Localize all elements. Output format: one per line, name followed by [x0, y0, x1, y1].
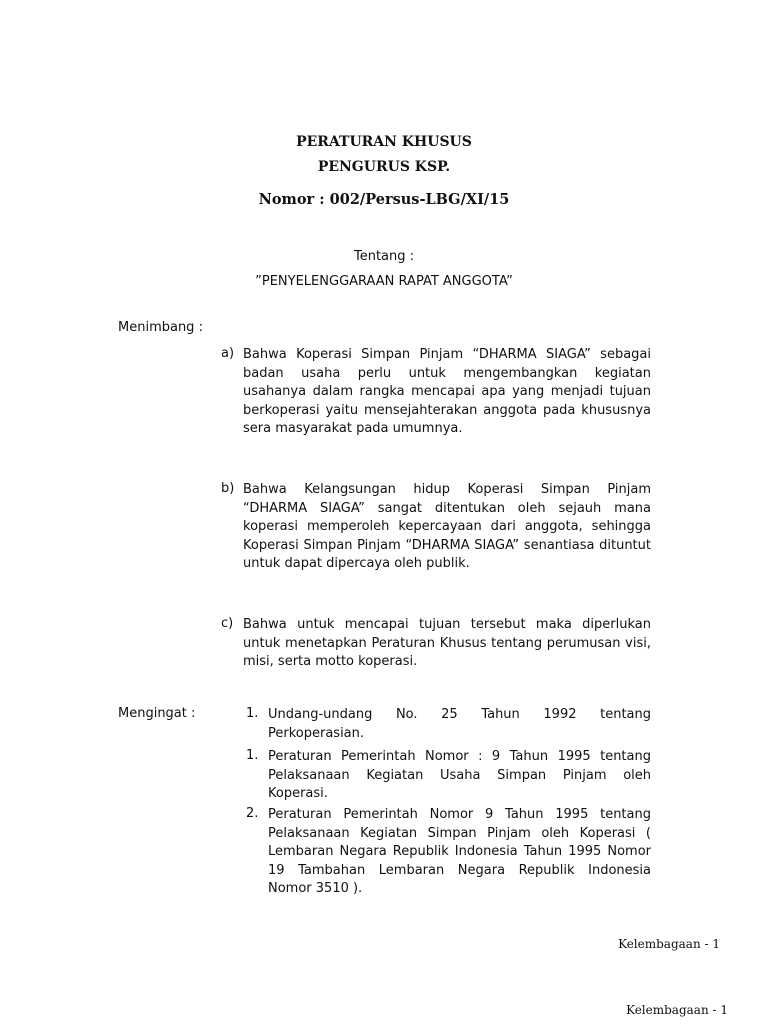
mengingat-item-marker: 1. — [246, 706, 259, 721]
subject-label: Tentang : — [353, 249, 415, 264]
page-footer-label: Kelembagaan - 1 — [626, 1003, 728, 1017]
menimbang-item-text: Bahwa Kelangsungan hidup Koperasi Simpan Pinjam “DHARMA SIAGA” sangat ditentukan oleh sejauh mana koperasi memperoleh kepercayaan dari anggota, sehingga Koperasi Simpan Pinjam “DHARMA SIAGA” senantiasa dituntut untuk dapat dipercaya oleh publik. — [243, 482, 651, 572]
menimbang-item-marker: c) — [221, 616, 234, 631]
regulation-number: Nomor : 002/Persus-LBG/XI/15 — [258, 191, 510, 208]
regulation-issuer: PENGURUS KSP. — [317, 159, 451, 175]
mengingat-item-text: Peraturan Pemerintah Nomor : 9 Tahun 1995 tentang Pelaksanaan Kegiatan Usaha Simpan Pinjam oleh Koperasi. — [268, 749, 651, 802]
mengingat-item-text: Undang-undang No. 25 Tahun 1992 tentang Perkoperasian. — [268, 707, 651, 741]
menimbang-label: Menimbang : — [118, 320, 203, 335]
menimbang-item-marker: a) — [221, 346, 235, 361]
regulation-title: PERATURAN KHUSUS — [296, 134, 472, 150]
menimbang-item-marker: b) — [221, 481, 235, 496]
mengingat-item-marker: 1. — [246, 748, 259, 763]
page-footer-label: Kelembagaan - 1 — [618, 937, 720, 951]
subject-topic: ”PENYELENGGARAAN RAPAT ANGGOTA” — [255, 274, 513, 289]
menimbang-item-text: Bahwa Koperasi Simpan Pinjam “DHARMA SIAGA” sebagai badan usaha perlu untuk mengembangkan kegiatan usahanya dalam rangka mencapai apa yang menjadi tujuan berkoperasi yaitu mensejahterakan anggota pada khususnya sera masyarakat pada umumnya. — [243, 347, 651, 437]
menimbang-item-text: Bahwa untuk mencapai tujuan tersebut maka diperlukan untuk menetapkan Peraturan Khusus tentang perumusan visi, misi, serta motto koperasi. — [243, 617, 651, 670]
mengingat-item-marker: 2. — [246, 806, 259, 821]
mengingat-label: Mengingat : — [118, 706, 196, 721]
mengingat-item-text: Peraturan Pemerintah Nomor 9 Tahun 1995 tentang Pelaksanaan Kegiatan Simpan Pinjam oleh Koperasi ( Lembaran Negara Republik Indonesia Tahun 1995 Nomor 19 Tambahan Lembaran Negara Republik Indonesia Nomor 3510 ). — [268, 807, 651, 897]
